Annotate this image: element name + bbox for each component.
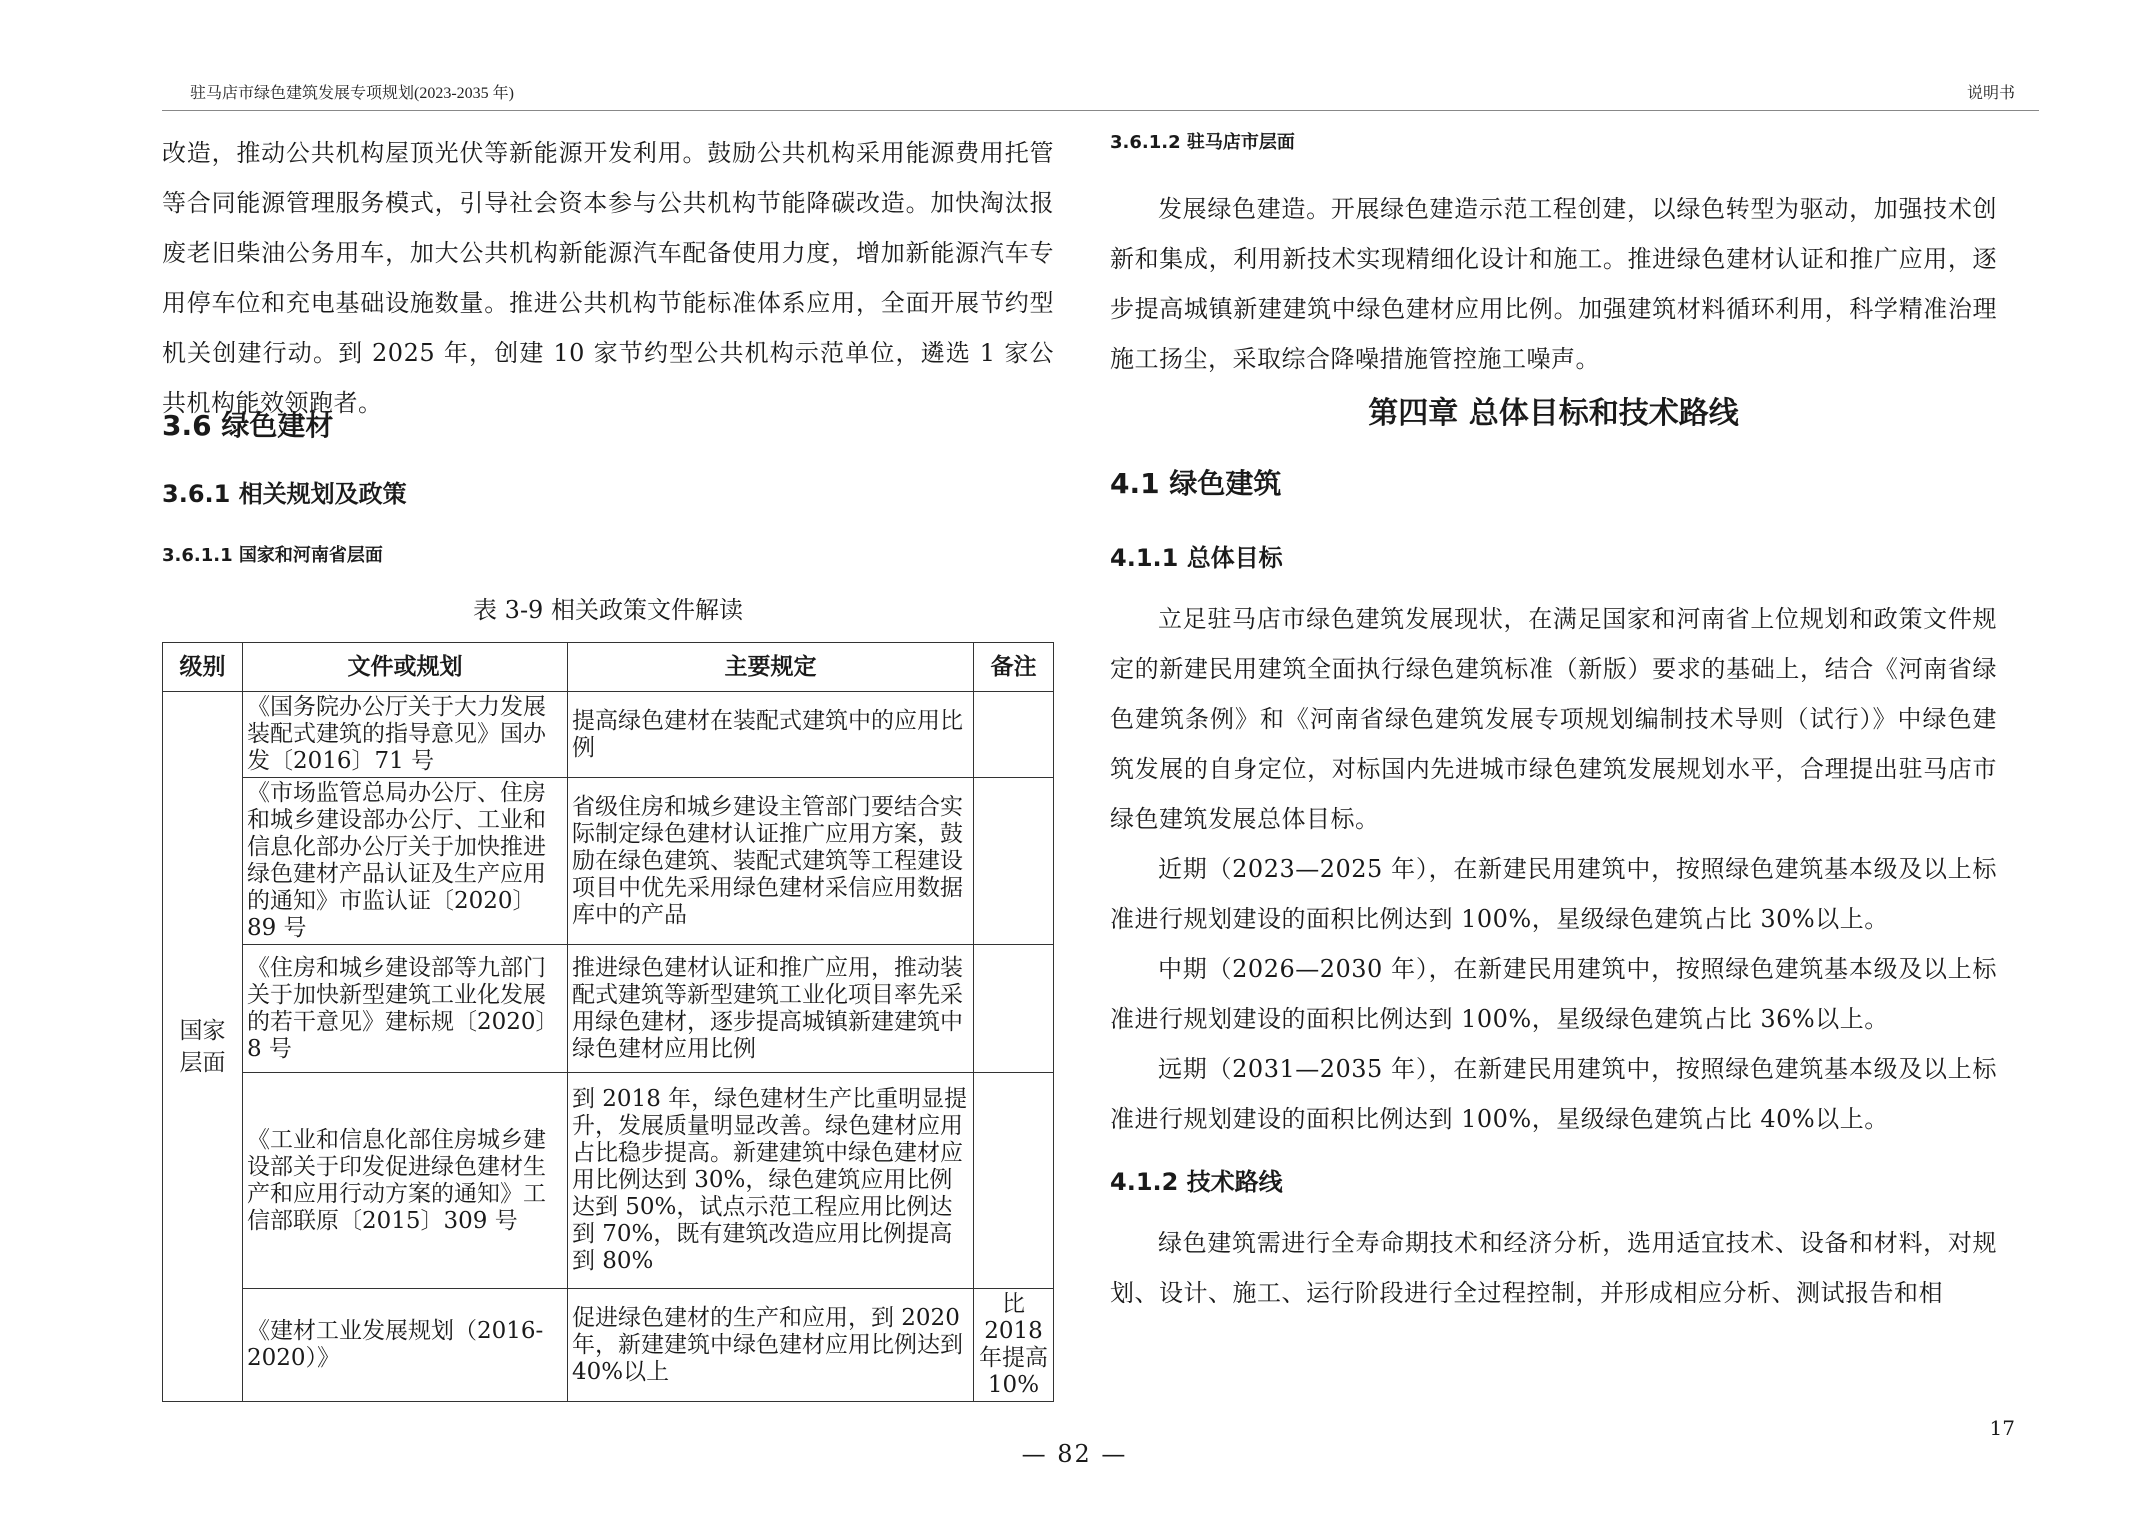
provision-cell: 推进绿色建材认证和推广应用，推动装配式建筑等新型建筑工业化项目率先采用绿色建材，逐步提高城镇新建建筑中绿色建材应用比例 bbox=[567, 945, 973, 1073]
table-row bbox=[163, 692, 1054, 778]
table-header-row bbox=[163, 643, 1054, 692]
col-header-document: 文件或规划 bbox=[242, 643, 567, 692]
document-cell: 《市场监管总局办公厅、住房和城乡建设部办公厅、工业和信息化部办公厅关于加快推进绿色建材产品认证及生产应用的通知》市监认证〔2020〕89 号 bbox=[242, 778, 567, 945]
document-cell: 《建材工业发展规划（2016-2020）》 bbox=[242, 1289, 567, 1402]
left-column bbox=[162, 128, 1054, 1402]
document-header-title: 驻马店市绿色建筑发展专项规划(2023-2035 年) bbox=[190, 85, 514, 102]
overall-goal-paragraph: 立足驻马店市绿色建筑发展现状，在满足国家和河南省上位规划和政策文件规定的新建民用建筑全面执行绿色建筑标准（新版）要求的基础上，结合《河南省绿色建筑条例》和《河南省绿色建筑发展专项规划编制技术导则（试行）》中绿色建筑发展的自身定位，对标国内先进城市绿色建筑发展规划水平，合理提出驻马店市绿色建筑发展总体目标。 bbox=[1110, 605, 1997, 833]
technical-route-paragraph: 绿色建筑需进行全寿命期技术和经济分析，选用适宜技术、设备和材料，对规划、设计、施工、运行阶段进行全过程控制，并形成相应分析、测试报告和相 bbox=[1110, 1229, 1997, 1307]
note-cell bbox=[973, 945, 1053, 1073]
page-number: 17 bbox=[1989, 1416, 2015, 1440]
intro-paragraph: 改造，推动公共机构屋顶光伏等新能源开发利用。鼓励公共机构采用能源费用托管等合同能源管理服务模式，引导社会资本参与公共机构节能降碳改造。加快淘汰报废老旧柴油公务用车，加大公共机构新能源汽车配备使用力度，增加新能源汽车专用停车位和充电基础设施数量。推进公共机构节能标准体系应用，全面开展节约型机关创建行动。到 2025 年，创建 10 家节约型公共机构示范单位，遴选 1 家公共机构能效领跑者。 bbox=[162, 139, 1054, 417]
footer-page-marker: — 82 — bbox=[1021, 1440, 1128, 1468]
provision-cell: 省级住房和城乡建设主管部门要结合实际制定绿色建材认证推广应用方案，鼓励在绿色建筑、装配式建筑等工程建设项目中优先采用绿色建材采信应用数据库中的产品 bbox=[567, 778, 973, 945]
section-heading-4-1-2: 4.1.2 技术路线 bbox=[1110, 1168, 1283, 1196]
document-cell: 《国务院办公厅关于大力发展装配式建筑的指导意见》国办发〔2016〕71 号 bbox=[242, 692, 567, 778]
mid-term-goal-paragraph: 中期（2026—2030 年），在新建民用建筑中，按照绿色建筑基本级及以上标准进行规划建设的面积比例达到 100%，星级绿色建筑占比 36%以上。 bbox=[1110, 955, 1997, 1033]
header-divider bbox=[162, 110, 2039, 111]
table-row bbox=[163, 778, 1054, 945]
chapter-four-title: 第四章 总体目标和技术路线 bbox=[1368, 396, 1739, 431]
provision-cell: 促进绿色建材的生产和应用，到 2020 年，新建建筑中绿色建材应用比例达到 40%以上 bbox=[567, 1289, 973, 1402]
note-cell: 比 2018 年提高 10% bbox=[973, 1289, 1053, 1402]
col-header-provision: 主要规定 bbox=[567, 643, 973, 692]
document-cell: 《住房和城乡建设部等九部门关于加快新型建筑工业化发展的若干意见》建标规〔2020〕8 号 bbox=[242, 945, 567, 1073]
section-heading-3-6-1-2: 3.6.1.2 驻马店市层面 bbox=[1110, 132, 1295, 153]
col-header-note: 备注 bbox=[973, 643, 1053, 692]
section-heading-3-6-1-1: 3.6.1.1 国家和河南省层面 bbox=[162, 545, 383, 566]
table-caption: 表 3-9 相关政策文件解读 bbox=[473, 596, 743, 624]
table-row bbox=[163, 1073, 1054, 1289]
long-term-goal-paragraph: 远期（2031—2035 年），在新建民用建筑中，按照绿色建筑基本级及以上标准进行规划建设的面积比例达到 100%，星级绿色建筑占比 40%以上。 bbox=[1110, 1055, 1997, 1133]
section-heading-3-6: 3.6 绿色建材 bbox=[162, 409, 334, 442]
table-row bbox=[163, 945, 1054, 1073]
note-cell bbox=[973, 692, 1053, 778]
table-row bbox=[163, 1289, 1054, 1402]
document-cell: 《工业和信息化部住房城乡建设部关于印发促进绿色建材生产和应用行动方案的通知》工信部联原〔2015〕309 号 bbox=[242, 1073, 567, 1289]
document-header-section: 说明书 bbox=[1966, 83, 2015, 102]
local-level-paragraph: 发展绿色建造。开展绿色建造示范工程创建，以绿色转型为驱动，加强技术创新和集成，利用新技术实现精细化设计和施工。推进绿色建材认证和推广应用，逐步提高城镇新建建筑中绿色建材应用比例。加强建筑材料循环利用，科学精准治理施工扬尘，采取综合降噪措施管控施工噪声。 bbox=[1110, 195, 1997, 373]
note-cell bbox=[973, 1073, 1053, 1289]
near-term-goal-paragraph: 近期（2023—2025 年），在新建民用建筑中，按照绿色建筑基本级及以上标准进行规划建设的面积比例达到 100%，星级绿色建筑占比 30%以上。 bbox=[1110, 855, 1997, 933]
provision-cell: 提高绿色建材在装配式建筑中的应用比例 bbox=[567, 692, 973, 778]
provision-cell: 到 2018 年，绿色建材生产比重明显提升，发展质量明显改善。绿色建材应用占比稳步提高。新建建筑中绿色建材应用比例达到 30%，绿色建筑应用比例达到 50%，试点示范工程应用比例达到 70%，既有建筑改造应用比例提高到 80% bbox=[567, 1073, 973, 1289]
section-heading-3-6-1: 3.6.1 相关规划及政策 bbox=[162, 480, 407, 508]
section-heading-4-1: 4.1 绿色建筑 bbox=[1110, 467, 1282, 500]
policy-table bbox=[162, 642, 1054, 1402]
col-header-level: 级别 bbox=[163, 643, 243, 692]
section-heading-4-1-1: 4.1.1 总体目标 bbox=[1110, 544, 1283, 572]
right-column bbox=[1110, 128, 1997, 1318]
note-cell bbox=[973, 778, 1053, 945]
level-cell: 国家层面 bbox=[163, 692, 243, 1402]
